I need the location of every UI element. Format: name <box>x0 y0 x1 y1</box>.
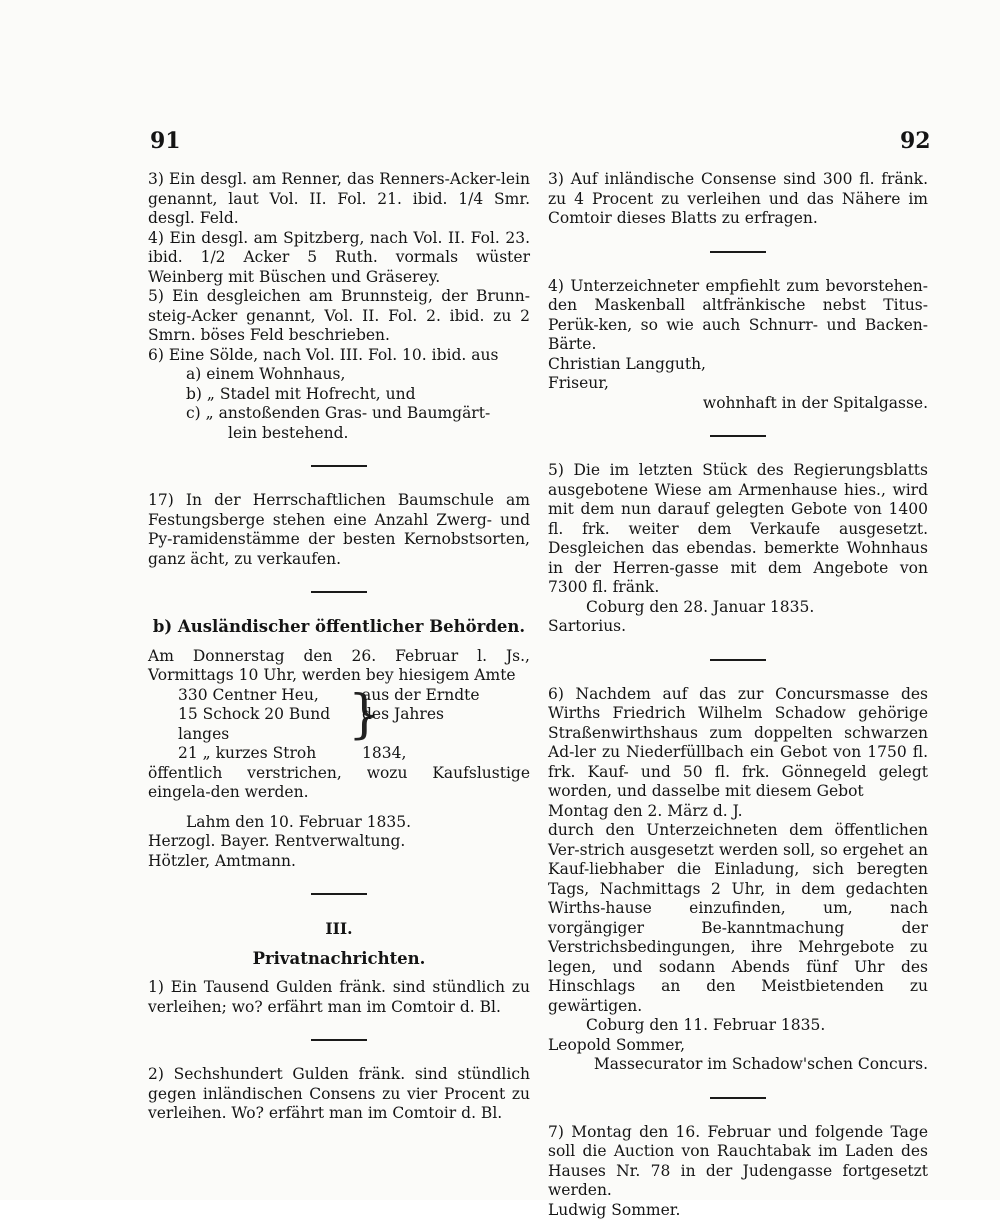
private-notice-1: 1) Ein Tausend Gulden fränk. sind stündlich zu verleihen; wo? erfährt man im Comtoir d. Bl. <box>148 978 530 1017</box>
notice-4-signature-name: Christian Langguth, <box>548 355 928 375</box>
notice-item-5: 5) Ein desgleichen am Brunnsteig, der Brunn-steig-Acker genannt, Vol. II. Fol. 2. ibid. zu 2 Smrn. böses Feld beschrieben. <box>148 287 530 346</box>
notice-item-4: 4) Ein desgl. am Spitzberg, nach Vol. II. Fol. 23. ibid. 1/2 Acker 5 Ruth. vormals wüster Weinberg mit Büschen und Gräserey. <box>148 229 530 288</box>
notice-5-signature: Sartorius. <box>548 617 928 637</box>
auction-end: öffentlich verstrichen, wozu Kaufslustige eingela-den werden. <box>148 764 530 803</box>
hay-list <box>178 686 530 764</box>
notice-item-6: 6) Eine Sölde, nach Vol. III. Fol. 10. ibid. aus <box>148 346 530 366</box>
auction-intro: Am Donnerstag den 26. Februar l. Js., Vormittags 10 Uhr, werden bey hiesigem Amte <box>148 647 530 686</box>
notice-5-place-date: Coburg den 28. Januar 1835. <box>548 598 928 618</box>
private-notice-7: 7) Montag den 16. Februar und folgende Tage soll die Auction von Rauchtabak im Laden des Hauses Nr. 78 in der Judengasse fortgesetzt werden. <box>548 1123 928 1201</box>
auction-place-date: Lahm den 10. Februar 1835. <box>148 813 530 833</box>
left-column <box>148 170 530 1124</box>
notice-6-continuation: durch den Unterzeichneten dem öffentlichen Ver-strich ausgesetzt werden soll, so ergehet an Kauf-liebhaber die Einladung, sich beregten Tags, Nachmittags 2 Uhr, in dem gedachten Wirths-hause einzufinden, um, nach vorgängiger Be-kanntmachung der Verstrichsbedingungen, ihre Mehrgebote zu legen, und sodann Abends fünf Uhr des Hinschlags an den Meistbietenden zu gewärtigen. <box>548 821 928 1016</box>
separator-rule <box>710 251 766 253</box>
section-iii-number: III. <box>148 919 530 939</box>
notice-6-place-date: Coburg den 11. Februar 1835. <box>548 1016 928 1036</box>
notice-6-date: Montag den 2. März d. J. <box>548 802 928 822</box>
section-iii-title: Privatnachrichten. <box>148 949 530 969</box>
notice-item-17: 17) In der Herrschaftlichen Baumschule am Festungsberge stehen eine Anzahl Zwerg- und Py-ramidenstämme der besten Kernobstsorten, ganz ächt, zu verkaufen. <box>148 491 530 569</box>
separator-rule <box>311 893 367 895</box>
hay-line-left: 15 Schock 20 Bund langes <box>178 705 348 744</box>
notice-6-signature-name: Leopold Sommer, <box>548 1036 928 1056</box>
separator-rule <box>311 465 367 467</box>
page-number-right: 92 <box>900 128 931 154</box>
right-column <box>548 170 928 1220</box>
page-number-left: 91 <box>150 128 181 154</box>
separator-rule <box>311 1039 367 1041</box>
notice-4-signature-title: Friseur, <box>548 374 928 394</box>
hay-line-right: 1834, <box>362 744 502 764</box>
private-notice-2: 2) Sechshundert Gulden fränk. sind stündlich gegen inländischen Consens zu vier Procent zu verleihen. Wo? erfährt man im Comtoir d. Bl. <box>148 1065 530 1124</box>
separator-rule <box>311 591 367 593</box>
private-notice-3: 3) Auf inländische Consense sind 300 fl. fränk. zu 4 Procent zu verleihen und das Nähere im Comtoir dieses Blatts zu erfragen. <box>548 170 928 229</box>
hay-line-left: 330 Centner Heu, <box>178 686 348 706</box>
private-notice-5: 5) Die im letzten Stück des Regierungsblatts ausgebotene Wiese am Armenhause hies., wird mit dem nun darauf gelegten Gebote von 1400 fl. frk. weiter dem Verkaufe ausgesetzt. Desgleichen das ebendas. bemerkte Wohnhaus in der Herren-gasse mit dem Angebote von 7300 fl. fränk. <box>548 461 928 598</box>
auction-signature: Hötzler, Amtmann. <box>148 852 530 872</box>
sub-item-b: b) „ Stadel mit Hofrecht, und <box>148 385 530 405</box>
notice-4-signature-address: wohnhaft in der Spitalgasse. <box>548 394 928 414</box>
sub-item-c: c) „ anstoßenden Gras- und Baumgärt- <box>148 404 530 424</box>
separator-rule <box>710 659 766 661</box>
hay-line-left: 21 „ kurzes Stroh <box>178 744 348 764</box>
hay-line-right: des Jahres <box>362 705 502 744</box>
auction-office: Herzogl. Bayer. Rentverwaltung. <box>148 832 530 852</box>
private-notice-4: 4) Unterzeichneter empfiehlt zum bevorstehen-den Maskenball altfränkische nebst Titus-Perük-ken, so wie auch Schnurr- und Backen-Bärte. <box>548 277 928 355</box>
notice-7-signature: Ludwig Sommer. <box>548 1201 928 1220</box>
notice-6-signature-title: Massecurator im Schadow'schen Concurs. <box>548 1055 928 1075</box>
private-notice-6: 6) Nachdem auf das zur Concursmasse des Wirths Friedrich Wilhelm Schadow gehörige Straßenwirthshaus zum doppelten schwarzen Ad-ler zu Niederfüllbach ein Gebot von 1750 fl. frk. Kauf- und 50 fl. frk. Gönnegeld gelegt worden, und dasselbe mit diesem Gebot <box>548 685 928 802</box>
notice-item-3: 3) Ein desgl. am Renner, das Renners-Acker-lein genannt, laut Vol. II. Fol. 21. ibid. 1/4 Smr. desgl. Feld. <box>148 170 530 229</box>
brace-icon: } <box>348 686 362 764</box>
sub-item-a: a) einem Wohnhaus, <box>148 365 530 385</box>
sub-item-c-continuation: lein bestehend. <box>148 424 530 444</box>
separator-rule <box>710 435 766 437</box>
separator-rule <box>710 1097 766 1099</box>
section-b-heading: b) Ausländischer öffentlicher Behörden. <box>148 617 530 637</box>
hay-line-right: aus der Erndte <box>362 686 502 706</box>
